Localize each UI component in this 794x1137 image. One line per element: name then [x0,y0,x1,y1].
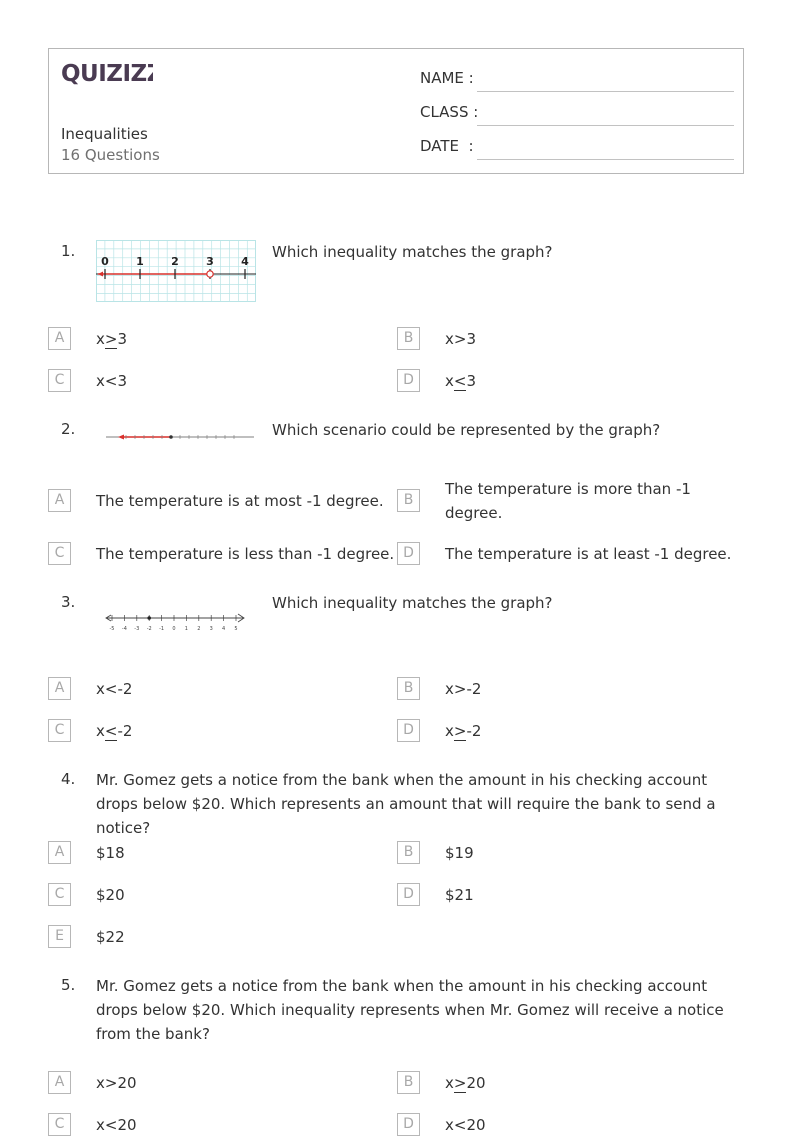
option-letter: B [397,327,420,350]
tick-label: -5 [109,626,115,632]
option-letter: A [48,327,71,350]
option-letter: C [48,883,71,906]
date-line[interactable] [477,159,734,160]
option-text: x>20 [96,1074,137,1092]
question-text: Which inequality matches the graph? [272,594,553,612]
question-number: 3. [61,593,76,611]
option-text: x>-2 [445,680,482,698]
option-text: $22 [96,928,125,946]
question-count: 16 Questions [61,146,160,164]
tick-label: 4 [222,626,226,632]
question-text: Which scenario could be represented by the graph? [272,421,661,439]
tick-label: -4 [121,626,127,632]
name-field[interactable] [420,69,734,93]
option-letter: D [397,883,420,906]
tick-label: -2 [146,626,152,632]
tick-label: -1 [159,626,165,632]
option-letter: A [48,489,71,512]
option-letter: A [48,841,71,864]
option-text: x>3 [96,330,128,348]
option-text: $20 [96,886,125,904]
open-circle [207,271,213,277]
option-text: x<20 [96,1116,137,1134]
worksheet-header [48,48,744,174]
option-text: x<20 [445,1116,486,1134]
option-text: $19 [445,844,474,862]
question-text: Which inequality matches the graph? [272,243,553,261]
option-letter: C [48,369,71,392]
option-letter: D [397,1113,420,1136]
question-number: 1. [61,242,76,260]
tick-label: 2 [197,626,201,632]
question-text: Mr. Gomez gets a notice from the bank when the amount in his checking account drops below $20. Which inequality represents when Mr. Gomez will receive a notice from the bank? [96,977,724,1043]
quizizz-logo [61,59,153,93]
number-line-graph-2 [104,430,256,450]
option-text: $18 [96,844,125,862]
name-line[interactable] [477,91,734,92]
number-line-graph-3 [104,611,250,637]
option-letter: D [397,369,420,392]
option-text: The temperature is at most -1 degree. [96,492,384,510]
option-letter: E [48,925,71,948]
closed-dot [147,616,151,620]
option-text: x>3 [445,330,477,348]
tick-label: 2 [171,255,179,268]
question-number: 4. [61,770,76,788]
option-letter: C [48,542,71,565]
option-text: The temperature is at least -1 degree. [445,545,732,563]
date-label: DATE : [420,137,474,155]
class-label: CLASS : [420,103,479,121]
name-label: NAME : [420,69,474,87]
option-letter: B [397,677,420,700]
option-letter: B [397,1071,420,1094]
tick-label: 5 [234,626,238,632]
worksheet-title: Inequalities [61,125,148,143]
option-letter: A [48,1071,71,1094]
option-letter: B [397,489,420,512]
tick-label: 1 [184,626,188,632]
date-field[interactable] [420,137,734,161]
option-letter: C [48,719,71,742]
option-text: x<3 [96,372,128,390]
option-letter: D [397,542,420,565]
option-text: The temperature is less than -1 degree. [96,545,395,563]
option-letter: A [48,677,71,700]
question-text: Mr. Gomez gets a notice from the bank when the amount in his checking account drops below $20. Which represents an amount that will require the bank to send a notice? [96,771,716,837]
tick-label: 0 [101,255,109,268]
tick-label: 3 [206,255,214,268]
number-line-graph-1 [96,240,256,306]
tick-label: 1 [136,255,144,268]
question-number: 5. [61,976,76,994]
question-number: 2. [61,420,76,438]
tick-label: 3 [209,626,213,632]
svg-text:QUIZIZZ: QUIZIZZ [61,61,153,87]
option-text: x>20 [445,1074,486,1092]
option-letter: D [397,719,420,742]
option-letter: B [397,841,420,864]
option-text: x<-2 [96,722,133,740]
option-text: x<-2 [96,680,133,698]
class-line[interactable] [477,125,734,126]
option-letter: C [48,1113,71,1136]
tick-label: -3 [134,626,140,632]
option-text: $21 [445,886,474,904]
class-field[interactable] [420,103,734,127]
tick-label: 4 [241,255,249,268]
option-text: x>-2 [445,722,482,740]
tick-label: 0 [172,626,176,632]
option-text: The temperature is more than -1 degree. [445,480,691,522]
option-text: x<3 [445,372,477,390]
